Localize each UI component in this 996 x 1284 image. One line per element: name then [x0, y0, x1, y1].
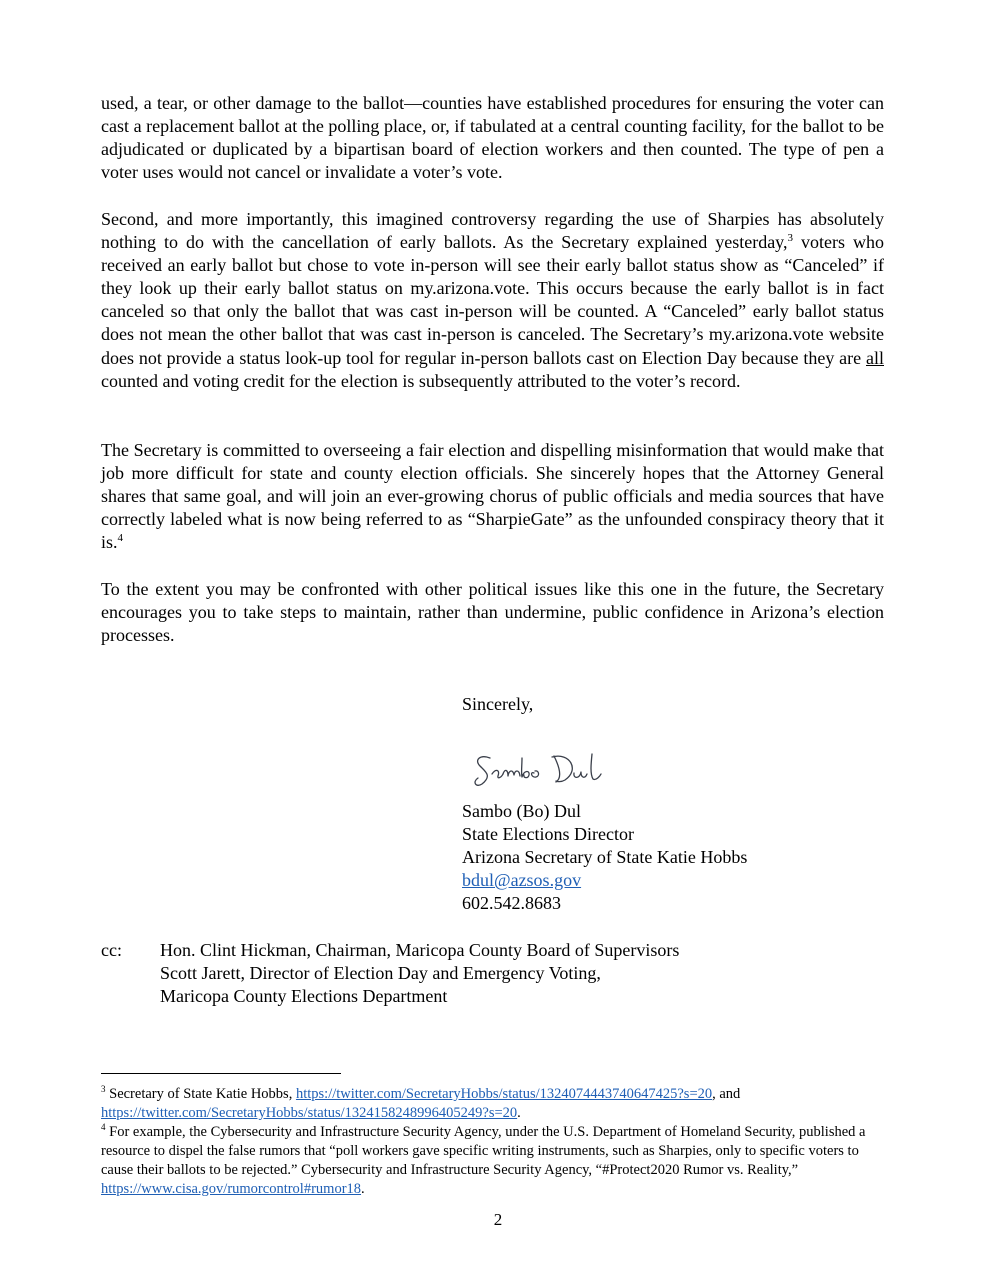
footnote-3	[101, 1085, 871, 1123]
footnote-number-3: 3	[101, 1084, 106, 1095]
signature-block	[462, 800, 747, 915]
footnote-4-link[interactable]: https://www.cisa.gov/rumorcontrol#rumor18	[101, 1181, 362, 1197]
handwritten-signature	[470, 748, 640, 793]
signer-office: Arizona Secretary of State Katie Hobbs	[462, 847, 748, 868]
footnote-ref-4[interactable]: 4	[117, 532, 124, 545]
footnote-3-text: Secretary of State Katie Hobbs,	[105, 1086, 296, 1102]
footnote-4-end: .	[361, 1181, 365, 1197]
closing-salutation: Sincerely,	[462, 694, 534, 714]
cc-label: cc:	[101, 940, 122, 960]
footnote-4-text: For example, the Cybersecurity and Infrastructure Security Agency, under the U.S. Department of Homeland Security, published a resource to dispel the false rumors that “poll workers gave specific writing instruments, such as Sharpies, only to specific voters to cause their ballots to be rejected.” Cybersecurity and Infrastructure Security Agency, “#Protect2020 Rumor vs. Reality,”	[101, 1124, 866, 1178]
signer-name: Sambo (Bo) Dul	[462, 801, 581, 821]
footnote-3-link-1[interactable]: https://twitter.com/SecretaryHobbs/status/1324074443740647425?s=20	[295, 1086, 713, 1102]
cc-line-2: Scott Jarett, Director of Election Day and Emergency Voting,	[160, 963, 601, 984]
body-paragraph-1: used, a tear, or other damage to the ballot—counties have established procedures for ensuring the voter can cast a replacement ballot at the polling place, or, if tabulated at a central counting facility, for the ballot to be adjudicated or duplicated by a bipartisan board of election workers and then counted. The type of pen a voter uses would not cancel or invalidate a voter’s vote.	[101, 93, 884, 183]
footnote-3-link-2[interactable]: https://twitter.com/SecretaryHobbs/status/1324158248996405249?s=20	[101, 1105, 518, 1121]
signer-phone: 602.542.8683	[462, 893, 561, 914]
cc-line-3: Maricopa County Elections Department	[160, 986, 448, 1007]
body-paragraph-3	[101, 439, 884, 554]
footnote-number-4: 4	[101, 1122, 106, 1133]
signer-title: State Elections Director	[462, 824, 634, 845]
paragraph-3-text: The Secretary is committed to overseeing a fair election and dispelling misinformation that would make that job more difficult for state and county election officials. She sincerely hopes that the Attorney General shares that same goal, and will join an ever-growing chorus of public officials and media sources that have correctly labeled what is now being referred to as “SharpieGate” as the unfounded conspiracy theory that it is.	[101, 440, 884, 553]
signer-email-link[interactable]: bdul@azsos.gov	[462, 870, 582, 891]
paragraph-2-text-a: Second, and more importantly, this imagined controversy regarding the use of Sharpies has absolutely nothing to do with the cancellation of early ballots. As the Secretary explained yesterday,	[101, 209, 884, 253]
body-paragraph-2	[101, 208, 884, 393]
paragraph-2-text-c: counted and voting credit for the election is subsequently attributed to the voter’s record.	[101, 370, 741, 391]
footnote-3-and: , and	[712, 1086, 741, 1102]
cc-line-1: Hon. Clint Hickman, Chairman, Maricopa County Board of Supervisors	[160, 940, 680, 960]
footnote-4	[101, 1123, 871, 1199]
underlined-all: all	[866, 347, 884, 368]
cc-list	[160, 939, 679, 1008]
footnote-ref-3[interactable]: 3	[787, 232, 794, 245]
footnotes	[101, 1085, 871, 1199]
page-number: 2	[493, 1210, 503, 1229]
body-paragraph-4: To the extent you may be confronted with other political issues like this one in the future, the Secretary encourages you to take steps to maintain, rather than undermine, public confidence in Arizona’s election processes.	[101, 579, 884, 646]
footnote-3-end: .	[517, 1105, 521, 1121]
paragraph-2-text-b: voters who received an early ballot but chose to vote in-person will see their early ballot status show as “Canceled” if they look up their early ballot status on my.arizona.vote. This occurs because the early ballot is in fact canceled so that only the ballot that was cast in-person will be counted. A “Canceled” early ballot status does not mean the other ballot that was cast in-person is canceled. The Secretary’s my.arizona.vote website does not provide a status look-up tool for regular in-person ballots cast on Election Day because they are	[101, 232, 884, 368]
footnote-divider	[101, 1073, 341, 1074]
